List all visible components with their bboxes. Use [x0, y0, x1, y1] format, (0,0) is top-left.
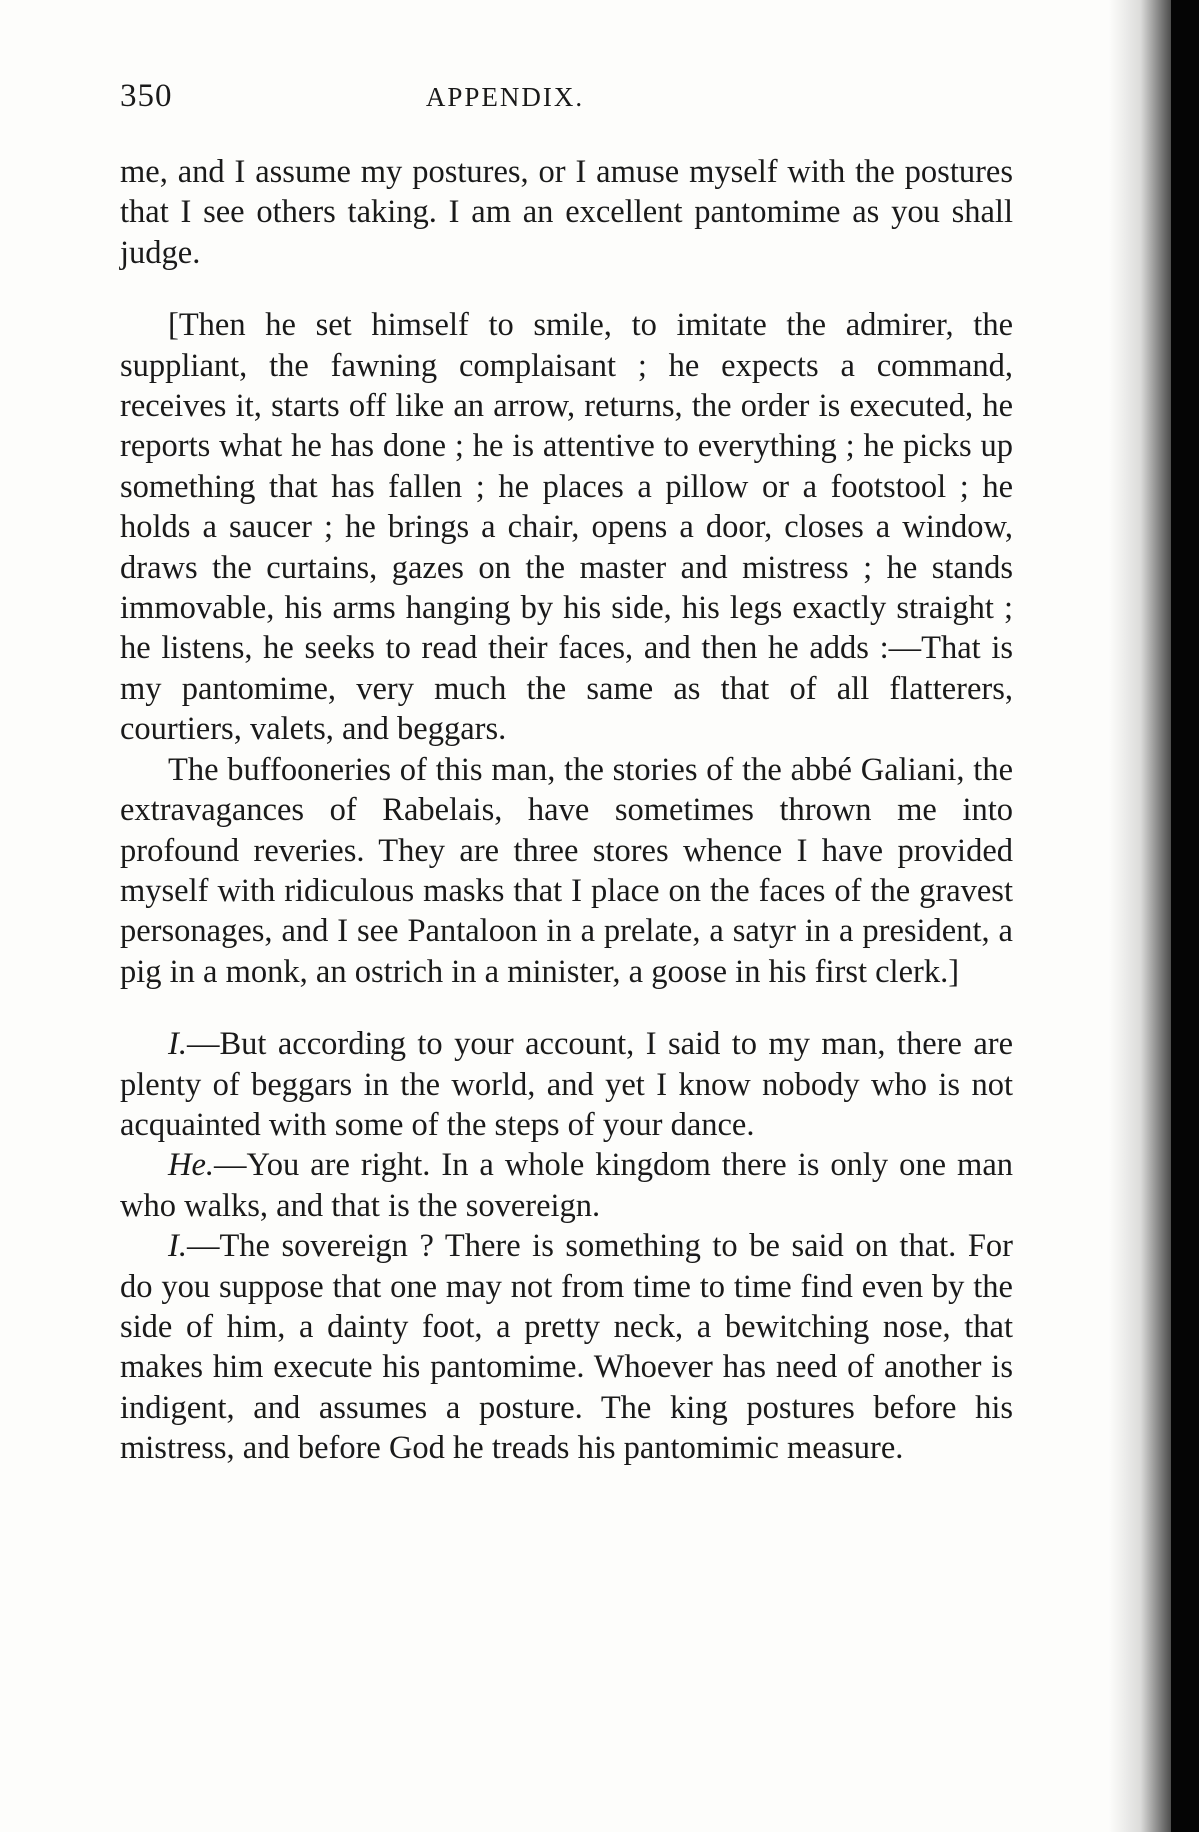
paragraph-buffooneries [120, 750, 1013, 992]
page-edge-band [1171, 0, 1199, 1832]
paragraph-text: [Then he set himself to smile, to imitate the admirer, the suppliant, the fawning complaisant ; he expects a command, receives it, starts off like an arrow, returns, the order is executed, he reports what he has done ; he is attentive to everything ; he picks up something that has fallen ; he places a pillow or a footstool ; he holds a saucer ; he brings a chair, opens a door, closes a window, draws the curtains, gazes on the master and mistress ; he stands immovable, his arms hanging by his side, his legs exactly straight ; he listens, he seeks to read their faces, and then he adds :—That is my pantomime, very much the same as that of all flatterers, courtiers, valets, and beggars. [120, 307, 1013, 748]
paragraph-continuation [120, 152, 1013, 273]
speaker-label: He. [168, 1147, 215, 1184]
paragraph-text: me, and I assume my postures, or I amuse myself with the postures that I see others taking. I am an excellent pantomime as you shall judge. [120, 154, 1013, 271]
dialogue-text: —But according to your account, I said to my man, there are plenty of beggars in the world, and yet I know nobody who is not acquainted with some of the steps of your dance. [120, 1026, 1013, 1143]
body-text [120, 152, 1013, 1469]
running-head: APPENDIX. [425, 82, 585, 112]
dialogue-line [120, 1145, 1013, 1226]
dialogue-text: —The sovereign ? There is something to be said on that. For do you suppose that one may not from time to time find even by the side of him, a dainty foot, a pretty neck, a bewitching nose, that makes him execute his pantomime. Whoever has need of another is indigent, and assumes a posture. The king postures before his mistress, and before God he treads his pantomimic measure. [120, 1228, 1013, 1467]
paragraph-text: The buffooneries of this man, the stories of the abbé Galiani, the extravagances of Rabelais, have sometimes thrown me into profound reveries. They are three stores whence I have provided myself with ridiculous masks that I place on the faces of the gravest personages, and I see Pantaloon in a prelate, a satyr in a president, a pig in a monk, an ostrich in a minister, a goose in his first clerk.] [120, 751, 1013, 990]
speaker-label: I. [168, 1026, 187, 1063]
speaker-label: I. [168, 1228, 187, 1265]
page-header [120, 78, 1015, 128]
dialogue-text: —You are right. In a whole kingdom there is only one man who walks, and that is the sovereign. [120, 1147, 1013, 1224]
page-number: 350 [120, 78, 173, 114]
dialogue-line [120, 1226, 1013, 1468]
paragraph-pantomime [120, 305, 1013, 749]
dialogue-line [120, 1024, 1013, 1145]
